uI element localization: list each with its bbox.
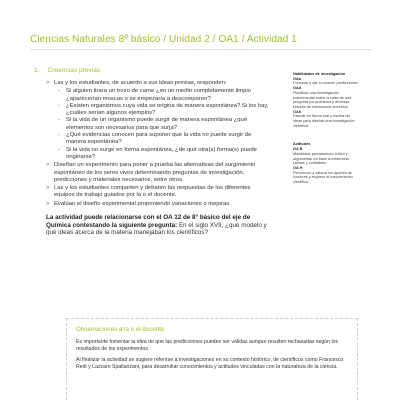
bullet-item: > Las y los estudiantes comparten y debaten las respuestas de los diferentes equipos de trabajo guiados por la o el docente. bbox=[46, 185, 272, 200]
objective-code: OAd bbox=[293, 86, 302, 91]
sidebar-heading-attitudes: Actitudes bbox=[293, 142, 311, 147]
bullet-item: > Evalúan el diseño experimental proponiendo variaciones o mejoras. bbox=[46, 201, 272, 208]
objective-code: OA H bbox=[293, 165, 303, 170]
question-list bbox=[46, 88, 272, 161]
objective-text: Manifestar pensamiento crítico y argumentar en base a evidencias válidas y confiables. bbox=[293, 151, 350, 166]
header-divider bbox=[30, 49, 372, 50]
activity-body bbox=[46, 80, 272, 237]
page-title: Ciencias Naturales 8º básico / Unidad 2 / OA1 / Actividad 1 bbox=[30, 34, 297, 45]
question-text: En el siglo XVII, ¿qué modelo y qué ideas acerca de la materia manejaban los científicos? bbox=[46, 221, 267, 237]
sidebar-spacer bbox=[293, 128, 359, 142]
cross-curricular-question bbox=[46, 214, 272, 237]
objective-code: OAa bbox=[293, 76, 301, 81]
question-item: - ¿Qué evidencias conocen para suponer que la vida no puede surgir de manera espontánea? bbox=[58, 132, 272, 147]
question-item: - Si la vida no surge en forma espontánea, ¿de qué otra(s) forma(s) puede originarse? bbox=[58, 147, 272, 162]
section-number: 1. bbox=[34, 67, 40, 74]
question-item: - Si la vida de un organismo puede surgir de manera espontánea ¿qué elementos son necesarios para que surja? bbox=[58, 117, 272, 132]
objectives-sidebar bbox=[293, 72, 359, 185]
question-item: - ¿Existen organismos cuya vida se origina de manera espontánea? Si los hay, ¿cuáles serían algunos ejemplos? bbox=[58, 103, 272, 118]
section-heading bbox=[34, 67, 100, 74]
objective-text: Reconocer y valorar los aportes de hombres y mujeres al conocimiento científico. bbox=[293, 170, 353, 185]
question-item: - Si alguien tirara un trozo de carne ¿en un medio completamente limpio ¿aparecerían moscas o se empezaría a descomponer? bbox=[58, 88, 272, 103]
teacher-note-paragraph: Es importante fomentar la idea de que las predicciones pueden ser válidas aunque resulten rechazadas según los resultados de los experimentos. bbox=[76, 339, 339, 352]
teacher-notes-title: Observaciones a la o el docente bbox=[76, 326, 165, 333]
objective-text: Formular y dar a conocer predicciones. bbox=[293, 81, 359, 86]
objective-text: Planificar una investigación experimental sobre la base de una pregunta y/o problema y diversas fuentes de información científica. bbox=[293, 90, 352, 109]
bullet-item: > Diseñan un experimento para poner a prueba las alternativas del surgimiento espontáneo de los seres vivos determinando preguntas de investigación, predicciones y materiales necesarios, entre otros. bbox=[46, 162, 272, 184]
teacher-note-paragraph: Al finalizar la actividad se sugiere referirse a investigaciones en su contexto histórico, de científicos como Francesco Redi y Lazzaro Spallanzani, para desarrollar conocimientos y actitudes vinculadas con la naturaleza de la ciencia. bbox=[76, 357, 344, 370]
objective-code: OAh bbox=[293, 109, 302, 114]
objective-code: OA B bbox=[293, 147, 303, 152]
sidebar-heading-skills: Habilidades de investigación bbox=[293, 72, 346, 76]
question-lead: La actividad puede relacionarse con el OA 12 de 8° básico del eje de Química contestando la siguiente pregunta: bbox=[46, 214, 251, 229]
section-title: Creencias previas bbox=[47, 67, 101, 74]
bullet-item: > Las y los estudiantes, de acuerdo a sus ideas previas, responden: bbox=[46, 80, 272, 87]
objective-text: Discutir en forma oral y escrita las ideas para diseñar una investigación científica. bbox=[293, 114, 355, 128]
teacher-notes-box bbox=[66, 318, 358, 400]
